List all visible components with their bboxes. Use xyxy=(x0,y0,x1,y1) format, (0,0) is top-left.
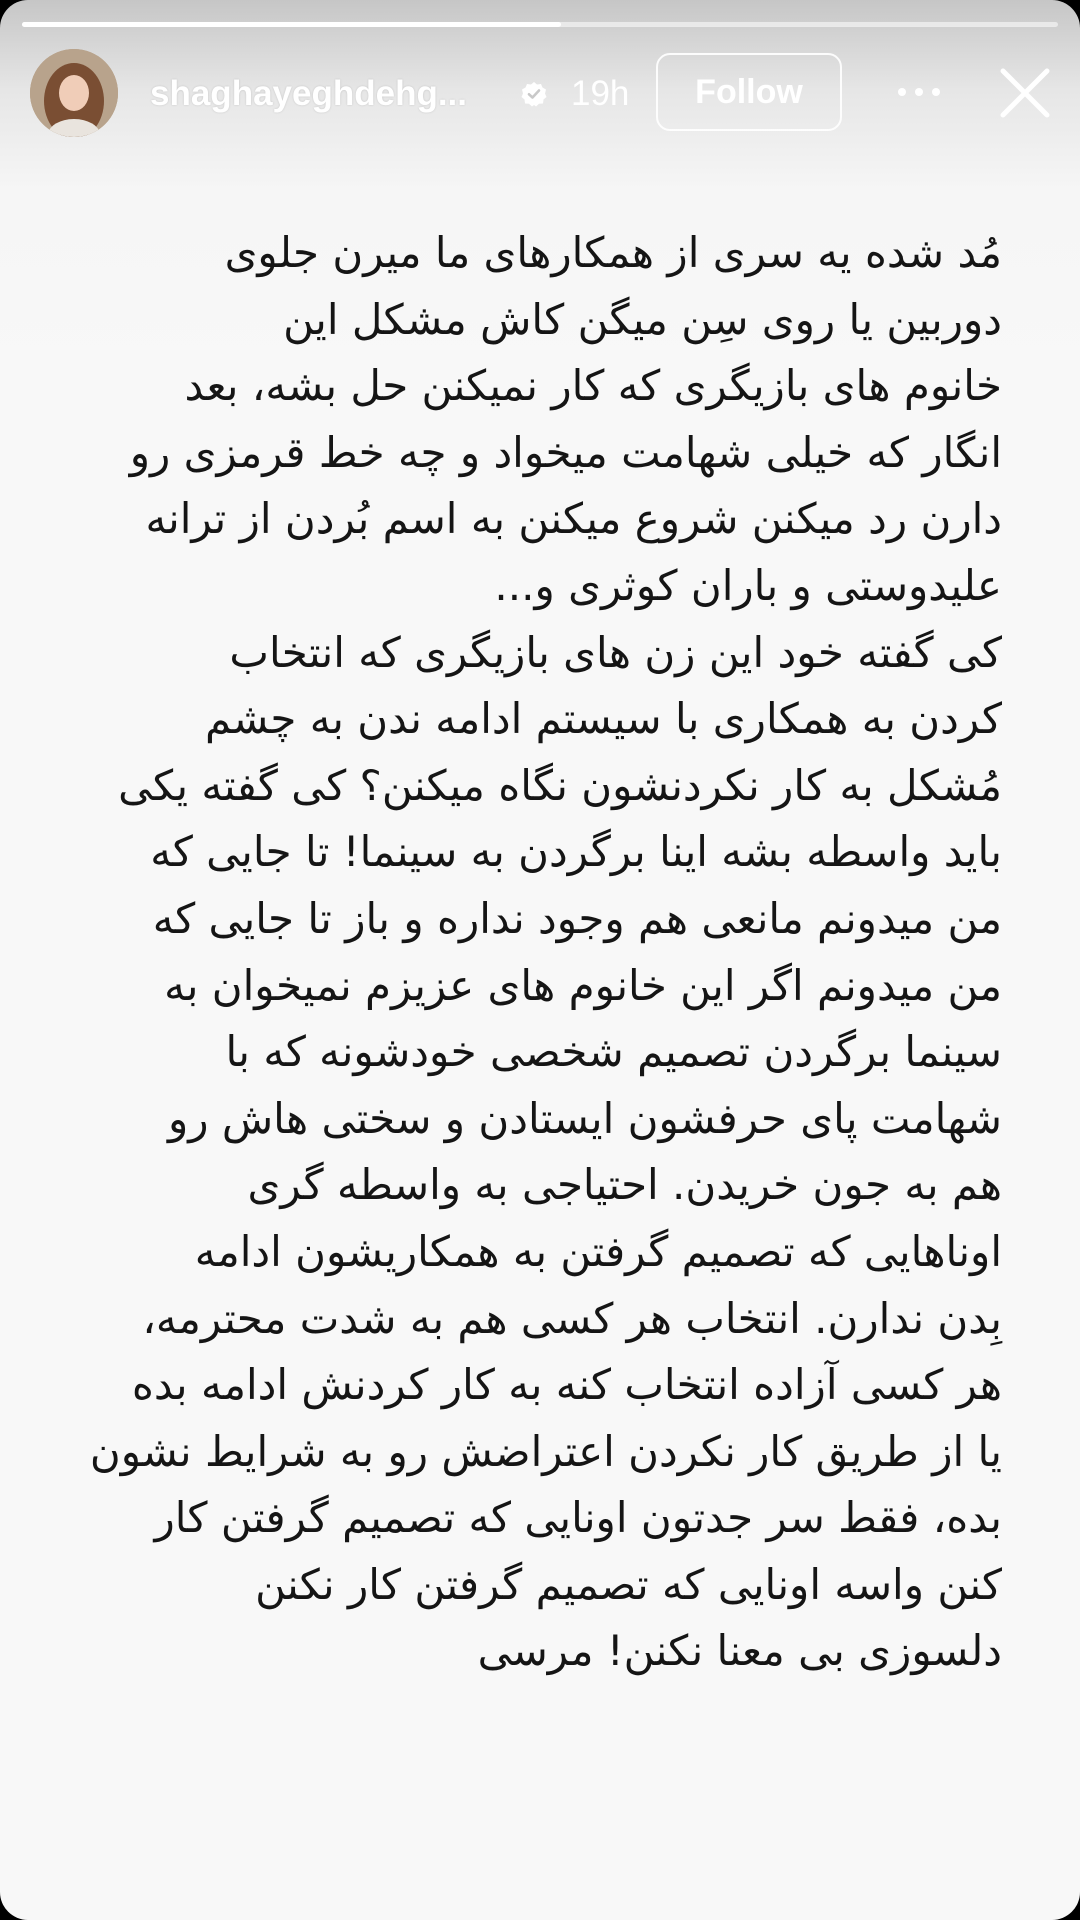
more-dots-icon[interactable] xyxy=(896,82,942,102)
story-text-line: یا از طریق کار نکردن اعتراضش رو به شرایط نشون xyxy=(89,1426,1002,1476)
avatar[interactable] xyxy=(30,49,118,137)
story-text-line: من میدونم اگر این خانوم های عزیزم نمیخوان به xyxy=(164,960,1002,1010)
story-text-line: من میدونم مانعی هم وجود نداره و باز تا جایی که xyxy=(152,893,1002,943)
avatar-image-icon xyxy=(30,49,118,137)
story-text-line: دلسوزی بی معنا نکنن! مرسی xyxy=(477,1626,1002,1676)
close-icon[interactable] xyxy=(998,66,1052,120)
story-username[interactable]: shaghayeghdehg... xyxy=(150,74,467,113)
story-text-line: خانوم های بازیگری که کار نمیکنن حل بشه، بعد xyxy=(184,361,1002,411)
story-text-line: هم به جون خریدن. احتیاجی به واسطه گری xyxy=(247,1160,1002,1210)
story-text-line: سینما برگردن تصمیم شخصی خودشونه که با xyxy=(225,1027,1002,1077)
story-text-line: اوناهایی که تصمیم گرفتن به همکاریشون ادامه xyxy=(194,1226,1002,1276)
story-text-line: علیدوستی و باران کوثری و... xyxy=(494,560,1002,610)
story-text-line: کی گفته خود این زن های بازیگری که انتخاب xyxy=(229,627,1002,677)
story-text-line: دارن رد میکنن شروع میکنن به اسم بُردن از ترانه xyxy=(145,494,1002,544)
story-header xyxy=(0,44,1080,144)
story-text-line: کردن به همکاری با سیستم ادامه ندن به چشم xyxy=(205,694,1002,744)
story-progress-fill xyxy=(22,22,561,27)
story-time-ago: 19h xyxy=(571,74,630,113)
story-text xyxy=(89,220,1002,1685)
verified-badge-icon xyxy=(521,81,547,107)
story-text-line: بِدن ندارن. انتخاب هر کسی هم به شدت محترمه، xyxy=(142,1293,1002,1343)
story-text-line: کنن واسه اونایی که تصمیم گرفتن کار نکنن xyxy=(255,1559,1002,1609)
story-progress-bar xyxy=(22,22,1058,27)
story-text-line: بده، فقط سر جدتون اونایی که تصمیم گرفتن کار xyxy=(154,1493,1002,1543)
story-text-line: دوربین یا روی سِن میگن کاش مشکل این xyxy=(283,294,1002,344)
story-text-line: انگار که خیلی شهامت میخواد و چه خط قرمزی رو xyxy=(129,427,1002,477)
story-text-line: شهامت پای حرفشون ایستادن و سختی هاش رو xyxy=(167,1093,1002,1143)
story-text-line: مُشکل به کار نکردنشون نگاه میکنن؟ کی گفته یکی xyxy=(118,760,1002,810)
story-text-line: باید واسطه بشه اینا برگردن به سینما! تا جایی که xyxy=(150,827,1002,877)
story-text-line: هر کسی آزاده انتخاب کنه به کار کردنش ادامه بده xyxy=(131,1360,1002,1410)
story-text-line: مُد شده یه سری از همکارهای ما میرن جلوی xyxy=(224,228,1002,277)
follow-button[interactable]: Follow xyxy=(656,53,842,131)
